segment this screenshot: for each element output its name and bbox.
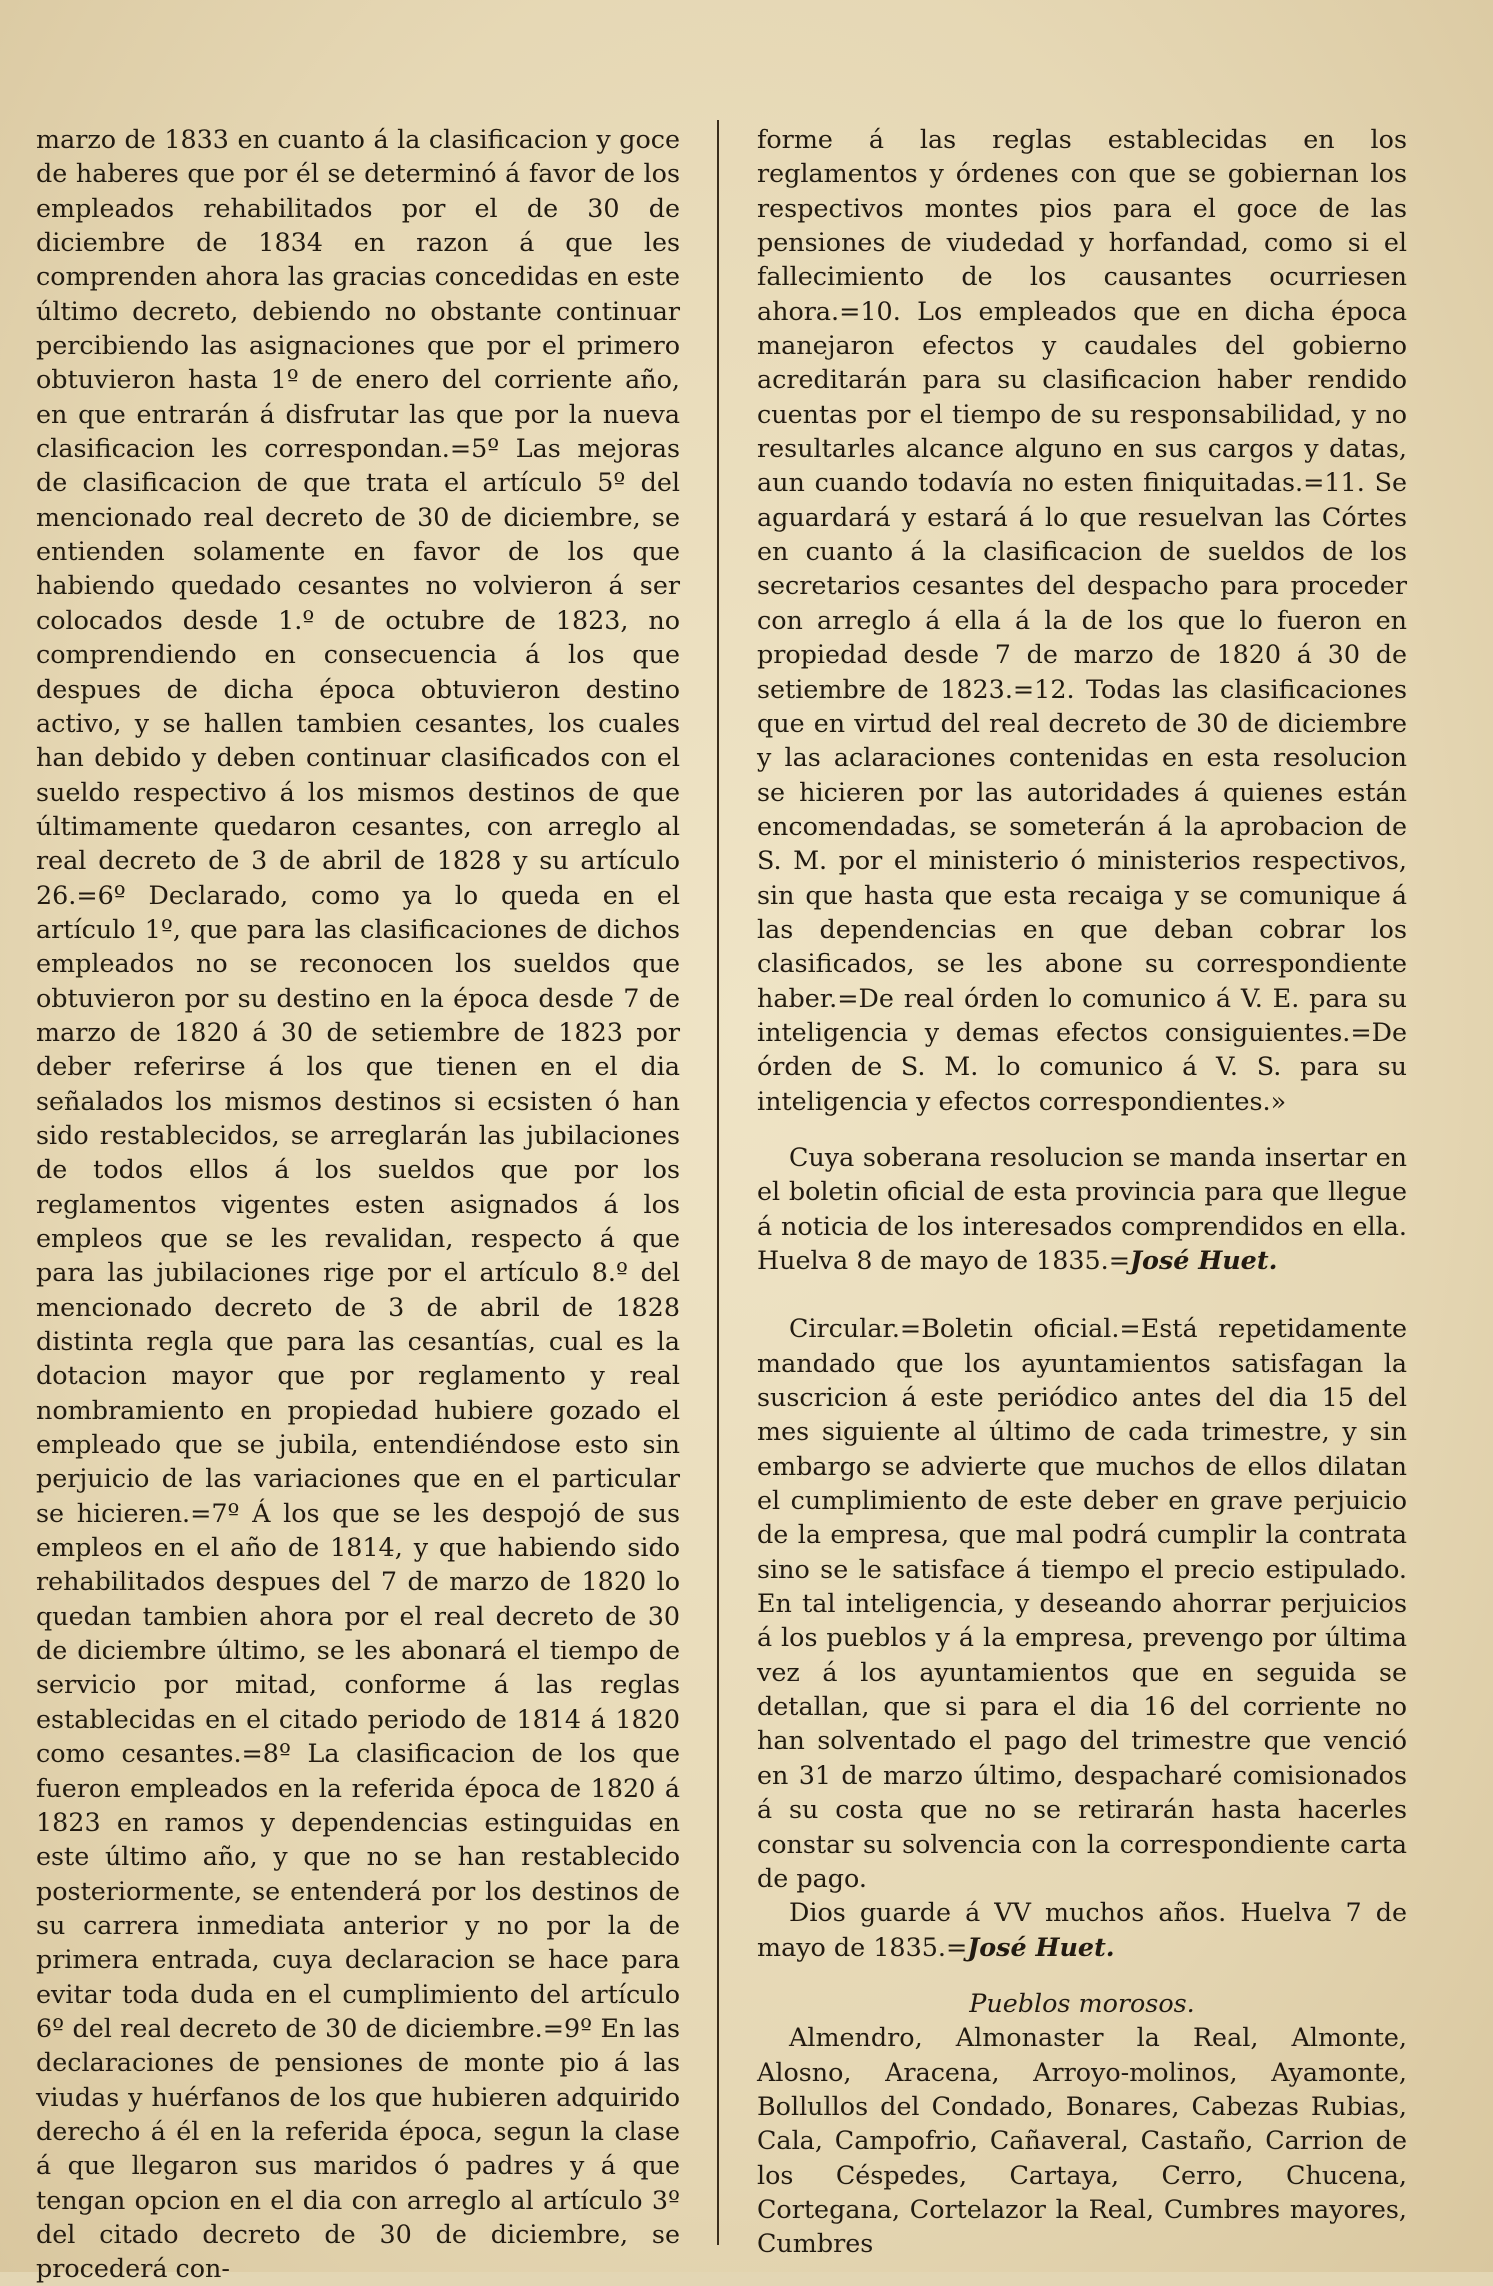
closing-signature: José Huet. <box>967 1931 1115 1962</box>
circular-closing <box>757 1895 1407 1964</box>
insert-signature: José Huet. <box>1130 1245 1278 1275</box>
decree-articles-continued: forme á las reglas establecidas en los reglamentos y órdenes con que se gobiernan los respectivos montes pios para el goce de las pensiones de viudedad y horfandad, como si el fallecimiento de los causantes ocurriesen ahora.=10. Los empleados que en dicha época manejaron efectos y caudales del gobierno acreditarán para su clasificacion haber rendido cuentas por el tiempo de su responsabilidad, y no resultarles alcance alguno en sus cargos y datas, aun cuando todavía no esten finiquitadas.=11. Se aguardará y estará á lo que resuelvan las Córtes en cuanto á la clasificacion de sueldos de los secretarios cesantes del despacho para proceder con arreglo á ella á la de los que lo fueron en propiedad desde 7 de marzo de 1820 á 30 de setiembre de 1823.=12. Todas las clasificaciones que en virtud del real decreto de 30 de diciembre y las aclaraciones contenidas en esta resolucion se hicieren por las autoridades á quienes están encomendadas, se someterán á la aprobacion de S. M. por el ministerio ó ministerios respectivos, sin que hasta que esta recaiga y se comunique á las dependencias en que deban cobrar los clasificados, se les abone su correspondiente haber.=De real órden lo comunico á V. E. para su inteligencia y demas efectos consiguientes.=De órden de S. M. lo comunico á V. S. para su inteligencia y efectos correspondientes.» <box>757 124 1407 1116</box>
right-column <box>757 122 1407 2261</box>
circular-text: Circular.=Boletin oficial.=Está repetidamente mandado que los ayuntamientos satisfagan la suscricion á este periódico antes del dia 15 del mes siguiente al último de cada trimestre, y sin embargo se advierte que muchos de ellos dilatan el cumplimiento de este deber en grave perjuicio de la empresa, que mal podrá cumplir la contrata sino se le satisface á tiempo el precio estipulado. En tal inteligencia, y deseando ahorrar perjuicios á los pueblos y á la empresa, prevengo por última vez á los ayuntamientos que en seguida se detallan, que si para el dia 16 del corriente no han solventado el pago del trimestre que venció en 31 de marzo último, despacharé comisionados á su costa que no se retirarán hasta hacerles constar su solvencia con la correspondiente carta de pago. <box>757 1313 1407 1893</box>
left-column <box>36 122 680 2286</box>
decree-articles-text: marzo de 1833 en cuanto á la clasificacion y goce de haberes que por él se determinó á favor de los empleados rehabilitados por el de 30 de diciembre de 1834 en razon á que les comprenden ahora las gracias concedidas en este último decreto, debiendo no obstante continuar percibiendo las asignaciones que por el primero obtuvieron hasta 1º de enero del corriente año, en que entrarán á disfrutar las que por la nueva clasificacion les correspondan.=5º Las mejoras de clasificacion de que trata el artículo 5º del mencionado real decreto de 30 de diciembre, se entienden solamente en favor de los que habiendo quedado cesantes no volvieron á ser colocados desde 1.º de octubre de 1823, no comprendiendo en consecuencia á los que despues de dicha época obtuvieron destino activo, y se hallen tambien cesantes, los cuales han debido y deben continuar clasificados con el sueldo respectivo á los mismos destinos de que últimamente quedaron cesantes, con arreglo al real decreto de 3 de abril de 1828 y su artículo 26.=6º Declarado, como ya lo queda en el artículo 1º, que para las clasificaciones de dichos empleados no se reconocen los sueldos que obtuvieron por su destino en la época desde 7 de marzo de 1820 á 30 de setiembre de 1823 por deber referirse á los que tienen en el dia señalados los mismos destinos si ecsisten ó han sido restablecidos, se arreglarán las jubilaciones de todos ellos á los sueldos que por los reglamentos vigentes esten asignados á los empleos que se les revalidan, respecto á que para las jubilaciones rige por el artículo 8.º del mencionado decreto de 3 de abril de 1828 distinta regla que para las cesantías, cual es la dotacion mayor que por reglamento y real nombramiento en propiedad hubiere gozado el empleado que se jubila, entendiéndose esto sin perjuicio de las variaciones que en el particular se hicieren.=7º Á los que se les despojó de sus empleos en el año de 1814, y que habiendo sido rehabilitados despues del 7 de marzo de 1820 lo quedan tambien ahora por el real decreto de 30 de diciembre último, se les abonará el tiempo de servicio por mitad, conforme á las reglas establecidas en el citado periodo de 1814 á 1820 como cesantes.=8º La clasificacion de los que fueron empleados en la referida época de 1820 á 1823 en ramos y dependencias estinguidas en este último año, y que no se han restablecido posteriormente, se entenderá por los destinos de su carrera inmediata anterior y no por la de primera entrada, cuya declaracion se hace para evitar toda duda en el cumplimiento del artículo 6º del real decreto de 30 de diciembre.=9º En las declaraciones de pensiones de monte pio á las viudas y huérfanos de los que hubieren adquirido derecho á él en la referida época, segun la clase á que llegaron sus maridos ó padres y á que tengan opcion en el dia con arreglo al artículo 3º del citado decreto de 30 de diciembre, se procederá con- <box>36 124 680 2284</box>
closing-text: Dios guarde á VV muchos años. Huelva 7 de mayo de 1835.= <box>757 1897 1407 1962</box>
towns-heading: Pueblos morosos. <box>969 1987 1195 2018</box>
column-divider <box>717 120 719 2245</box>
insert-notice-text: Cuya soberana resolucion se manda insertar en el boletin oficial de esta provincia para que llegue á noticia de los interesados comprendidos en ella. Huelva 8 de mayo de 1835.= <box>757 1141 1407 1275</box>
insert-notice <box>757 1140 1407 1277</box>
towns-list: Almendro, Almonaster la Real, Almonte, Alosno, Aracena, Arroyo-molinos, Ayamonte, Bollullos del Condado, Bonares, Cabezas Rubias, Cala, Campofrio, Cañaveral, Castaño, Carrion de los Céspedes, Cartaya, Cerro, Chucena, Cortegana, Cortelazor la Real, Cumbres mayores, Cumbres <box>757 2022 1407 2259</box>
